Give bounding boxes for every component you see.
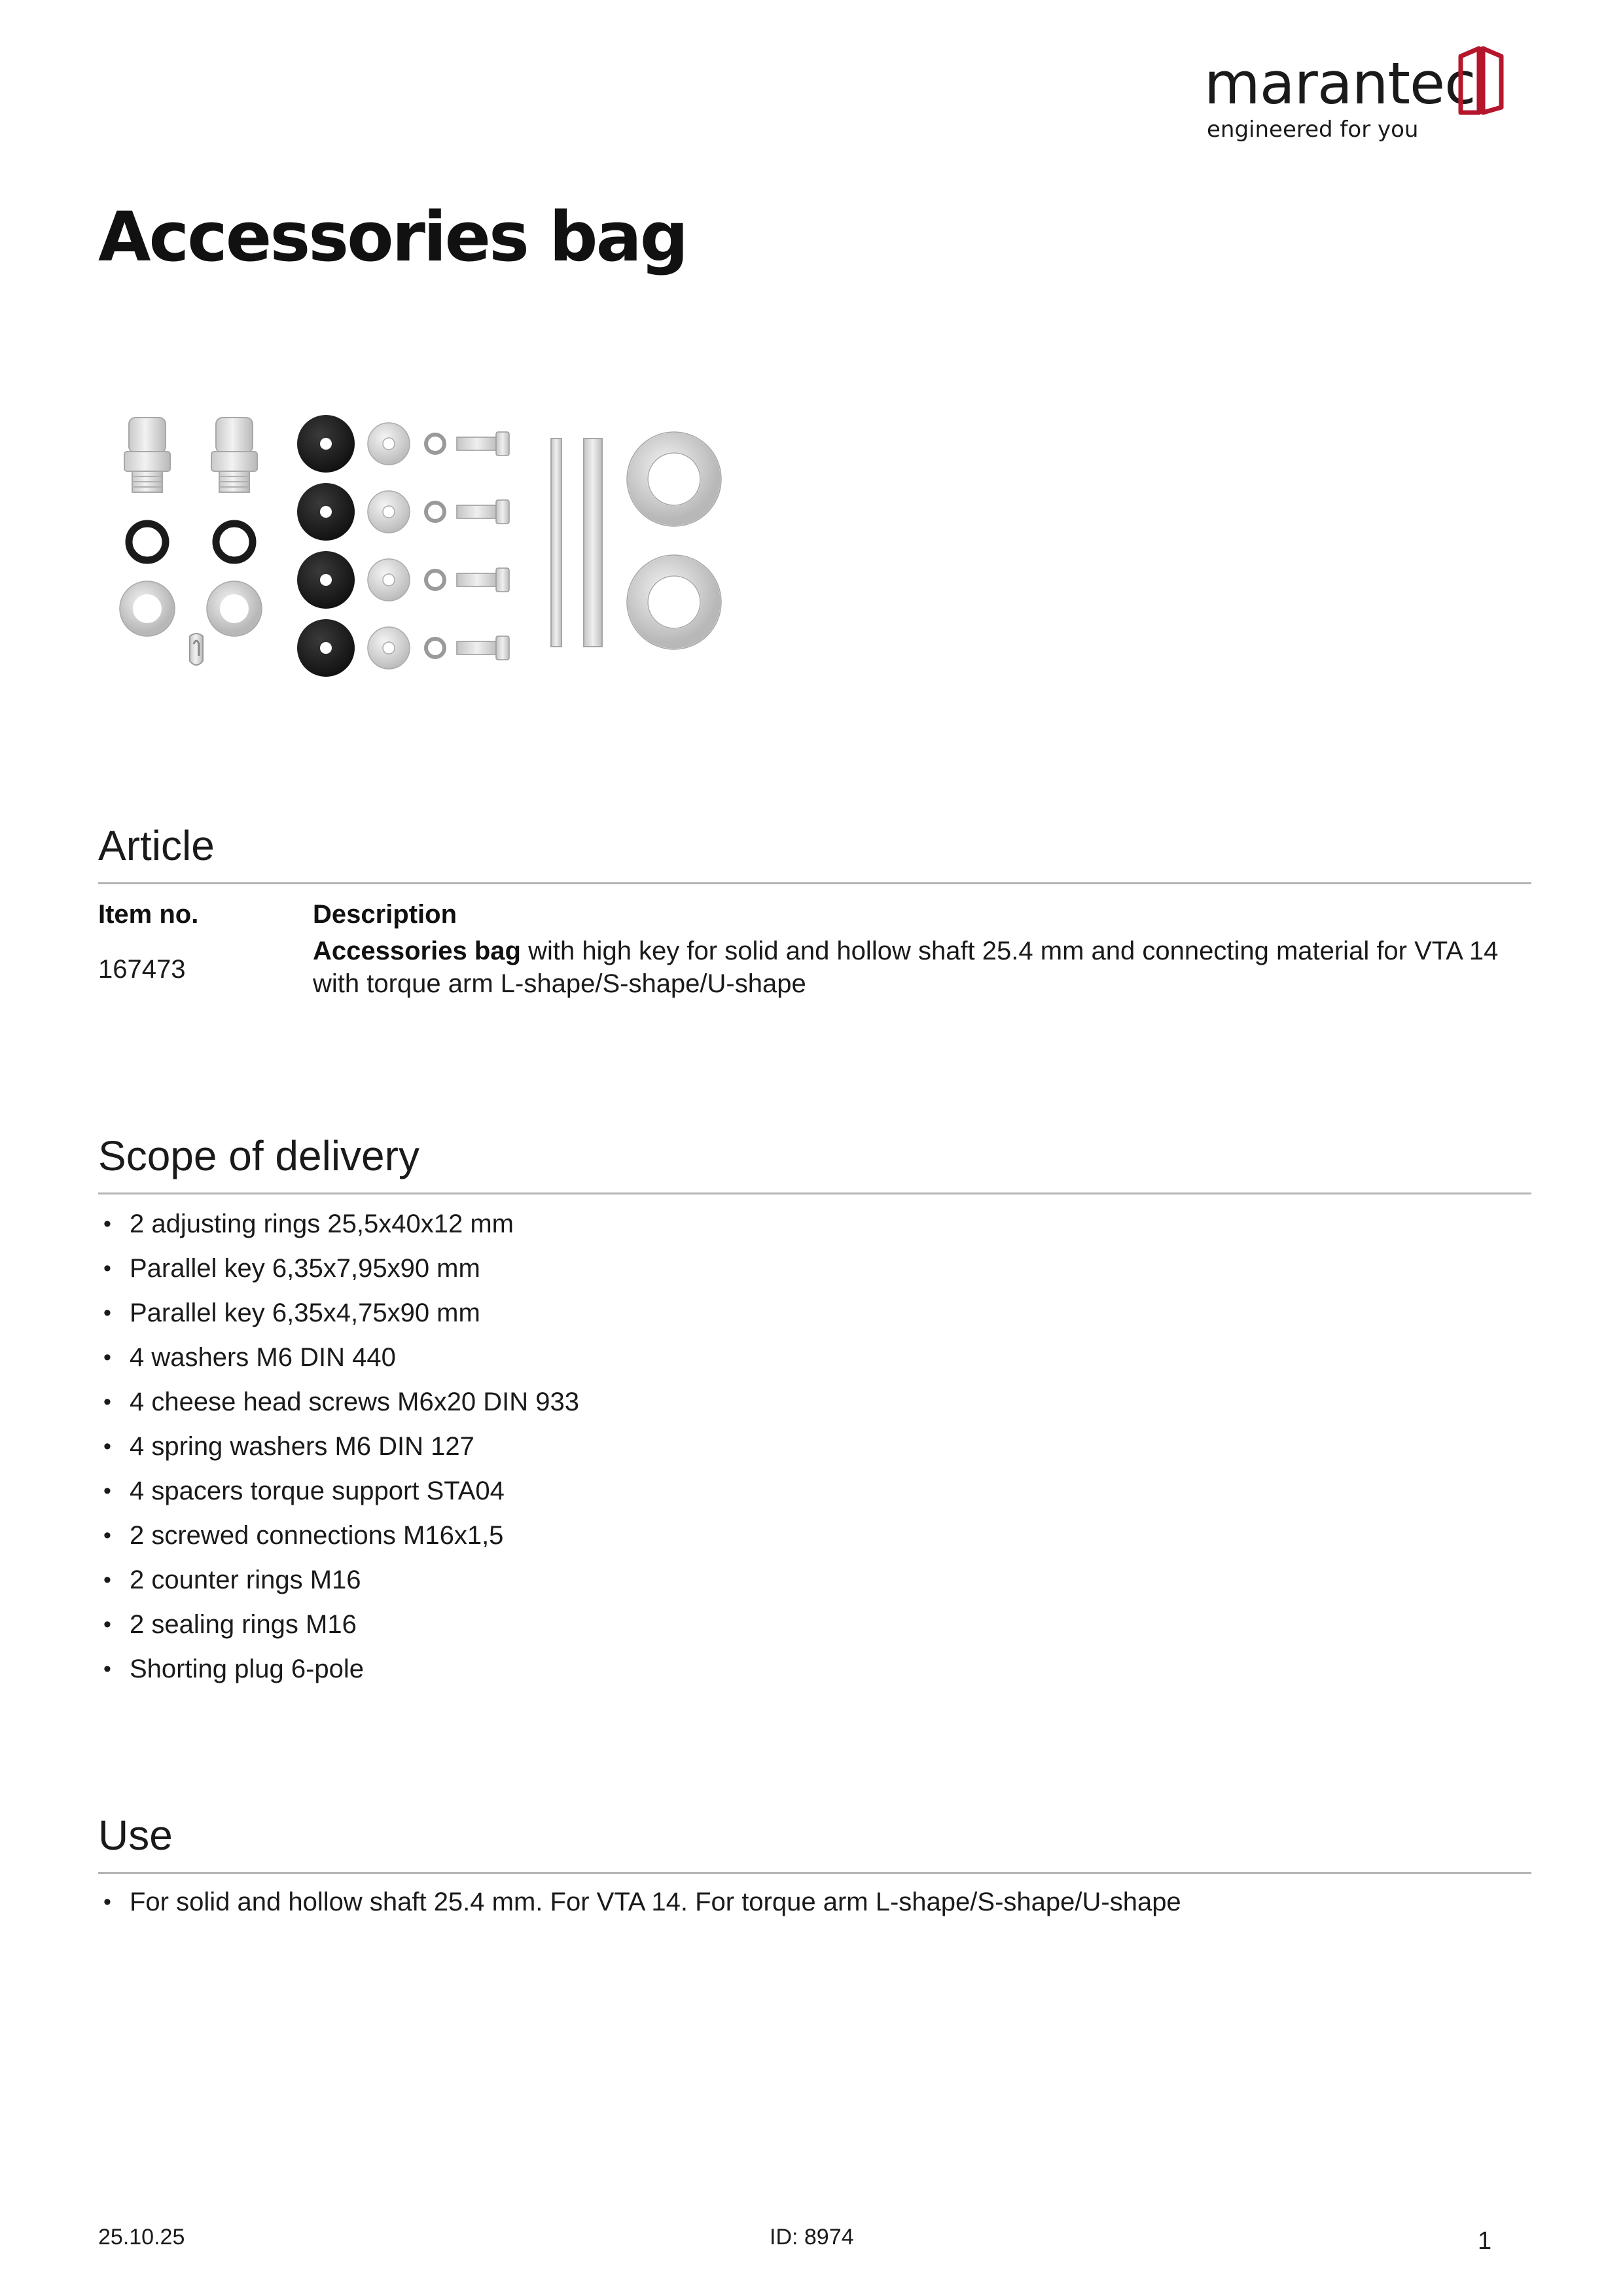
- list-item: • For solid and hollow shaft 25.4 mm. For VTA 14. For torque arm L-shape/S-shape/U-shape: [98, 1880, 1181, 1924]
- article-divider: [98, 882, 1531, 884]
- cable-gland-right: [211, 418, 257, 492]
- item-no-column-header: Item no.: [98, 900, 199, 929]
- list-item: • 4 washers M6 DIN 440: [98, 1335, 579, 1380]
- scope-of-delivery-heading: Scope of delivery: [98, 1132, 419, 1179]
- list-item: • Parallel key 6,35x4,75x90 mm: [98, 1291, 579, 1335]
- description-product-name: Accessories bag: [313, 937, 521, 965]
- use-divider: [98, 1872, 1531, 1874]
- use-heading: Use: [98, 1812, 173, 1859]
- description-text: with high key for solid and hollow shaft 25.4 mm and connecting material for VTA 14 with torque arm L-shape/S-shape/U-shape: [313, 937, 1499, 998]
- list-item: • 2 counter rings M16: [98, 1558, 579, 1602]
- list-item: • 2 adjusting rings 25,5x40x12 mm: [98, 1202, 579, 1246]
- use-list: [98, 1880, 1181, 1924]
- cable-gland-left: [124, 418, 170, 492]
- footer-date: 25.10.25: [98, 2225, 185, 2250]
- article-heading: Article: [98, 822, 215, 869]
- list-item: • 4 cheese head screws M6x20 DIN 933: [98, 1380, 579, 1424]
- scope-of-delivery-list: [98, 1202, 579, 1691]
- page-title: Accessories bag: [98, 197, 687, 277]
- article-description: [313, 935, 1531, 1000]
- parallel-key-wide: [584, 439, 602, 647]
- scope-divider: [98, 1193, 1531, 1194]
- marantec-door-mark-icon: [1457, 45, 1505, 117]
- list-item: • 2 screwed connections M16x1,5: [98, 1513, 579, 1558]
- list-item: • Shorting plug 6-pole: [98, 1647, 579, 1691]
- list-item: • 2 sealing rings M16: [98, 1602, 579, 1647]
- list-item: • 4 spacers torque support STA04: [98, 1469, 579, 1513]
- logo-tagline: engineered for you: [1207, 117, 1419, 143]
- adjusting-ring-bottom: [637, 565, 711, 639]
- footer-page-number: 1: [1478, 2227, 1492, 2255]
- washer-screw-rows: [297, 415, 509, 677]
- adjusting-ring-top: [637, 442, 711, 516]
- logo-wordmark: marantec: [1204, 50, 1476, 117]
- item-number: 167473: [98, 955, 186, 984]
- marantec-logo: [1204, 45, 1505, 149]
- list-item: • Parallel key 6,35x7,95x90 mm: [98, 1246, 579, 1291]
- list-item: • 4 spring washers M6 DIN 127: [98, 1424, 579, 1469]
- shorting-plug: [190, 634, 203, 665]
- accessories-bag-product-photo: [98, 367, 746, 740]
- description-column-header: Description: [313, 900, 457, 929]
- footer-document-id: ID: 8974: [770, 2225, 854, 2250]
- parallel-key-thin: [551, 439, 562, 647]
